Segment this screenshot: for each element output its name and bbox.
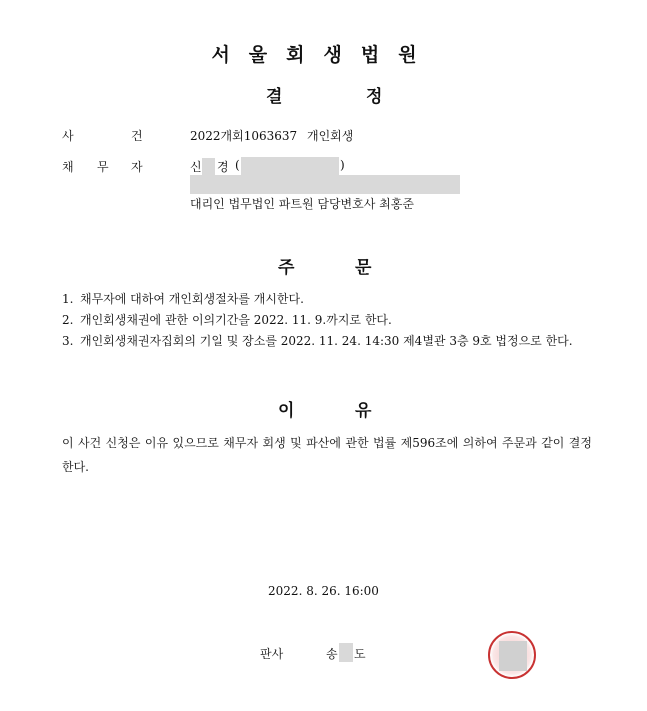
order-heading-char-1: 주 (278, 258, 295, 278)
order-item (62, 289, 597, 310)
agent-line: 대리인 법무법인 파트원 담당변호사 최홍준 (190, 197, 414, 211)
order-heading-char-2: 문 (355, 258, 372, 278)
judge-name-last: 도 (354, 647, 366, 661)
paren-open: ( (235, 158, 240, 172)
doc-type-char-1: 결 (266, 87, 283, 107)
case-label (62, 127, 74, 144)
court-seal-stamp (488, 631, 536, 679)
debtor-name-last: 경 (217, 160, 229, 174)
court-name: 서울회생법원 (211, 44, 436, 66)
order-item-number: 1. (62, 292, 74, 306)
debtor-label-char-1: 채 (62, 160, 74, 174)
order-item-number: 2. (62, 313, 74, 327)
seal-redaction (499, 641, 527, 671)
order-list (62, 289, 597, 352)
judge-label: 판사 (260, 647, 284, 661)
case-label-2 (131, 127, 143, 144)
judge-name-redaction (339, 643, 353, 662)
debtor-name-first: 신 (190, 160, 202, 174)
case-label-char-1: 사 (62, 129, 74, 143)
debtor-name-redaction (202, 158, 215, 175)
reason-heading-char-1: 이 (278, 401, 295, 421)
reason-heading-char-2: 유 (355, 401, 372, 421)
order-item-text: 개인회생채권에 관한 이의기간을 2022. 11. 9.까지로 한다. (80, 313, 392, 327)
case-number: 2022개회1063637 (190, 129, 298, 143)
decision-date: 2022. 8. 26. 16:00 (268, 584, 379, 598)
debtor-id-redaction (241, 157, 339, 175)
case-type: 개인회생 (307, 129, 354, 143)
debtor-label-char-3: 자 (131, 160, 143, 174)
paren-close: ) (340, 158, 345, 172)
order-item (62, 310, 597, 331)
case-label-char-2: 건 (131, 129, 143, 143)
debtor-label-char-2: 무 (97, 160, 109, 174)
order-item-number: 3. (62, 334, 74, 348)
debtor-address-redaction (190, 175, 460, 194)
reason-text: 이 사건 신청은 이유 있으므로 채무자 회생 및 파산에 관한 법률 제596조에 의하여 주문과 같이 결정한다. (62, 436, 592, 474)
order-item-text: 개인회생채권자집회의 기일 및 장소를 2022. 11. 24. 14:30 제4별관 3층 9호 법정으로 한다. (80, 334, 573, 348)
judge-name-first: 송 (326, 647, 338, 661)
order-item-text: 채무자에 대하여 개인회생절차를 개시한다. (80, 292, 304, 306)
order-item (62, 331, 597, 352)
doc-type-char-2: 정 (366, 87, 383, 107)
